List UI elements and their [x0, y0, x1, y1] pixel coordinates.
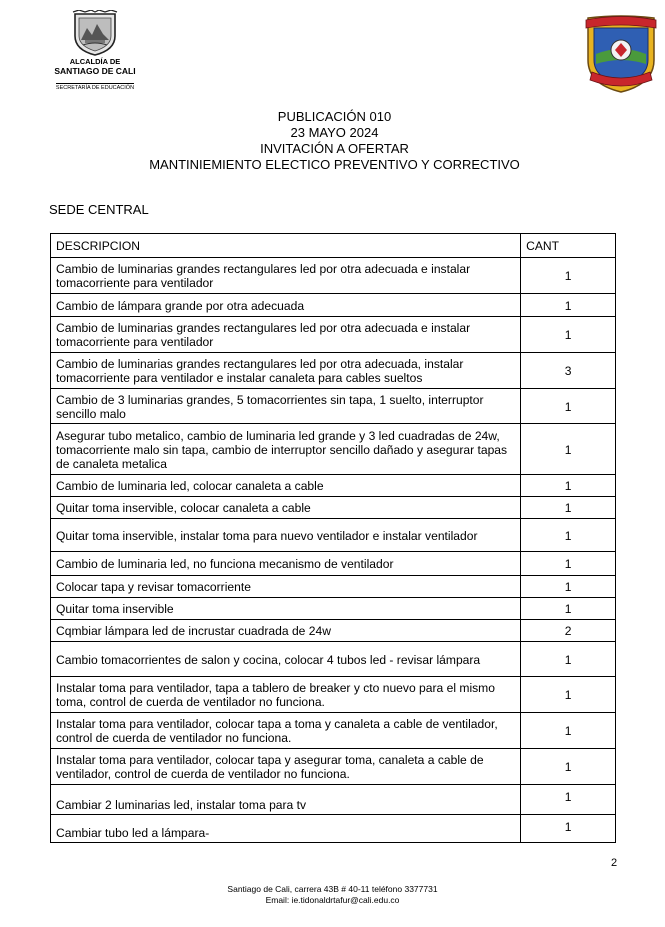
- row-quantity: 1: [521, 598, 616, 620]
- row-quantity: 1: [521, 258, 616, 294]
- table-row: [51, 317, 616, 353]
- alcaldia-logo: [45, 10, 145, 94]
- table-row: [51, 258, 616, 294]
- row-quantity: 2: [521, 620, 616, 642]
- section-title: SEDE CENTRAL: [49, 202, 149, 217]
- publication-date: 23 MAYO 2024: [290, 125, 379, 140]
- row-description: Instalar toma para ventilador, colocar tapa y asegurar toma, canaleta a cable de ventilador, control de cuerda de ventilador no funciona.: [51, 749, 521, 785]
- row-quantity: 1: [521, 389, 616, 424]
- row-description: Cambiar 2 luminarias led, instalar toma para tv: [51, 785, 521, 815]
- items-table: [50, 233, 616, 843]
- publication-type: INVITACIÓN A OFERTAR: [260, 141, 409, 156]
- header-quantity: CANT: [521, 234, 616, 258]
- table-row: [51, 424, 616, 475]
- school-logo: [582, 14, 660, 94]
- row-description: Cambio de lámpara grande por otra adecuada: [51, 294, 521, 317]
- table-row: [51, 598, 616, 620]
- row-quantity: 1: [521, 576, 616, 598]
- publication-heading: [0, 109, 665, 173]
- row-description: Cambio de luminaria led, colocar canaleta a cable: [51, 475, 521, 497]
- publication-subject: MANTINIEMIENTO ELECTICO PREVENTIVO Y CORRECTIVO: [149, 157, 520, 172]
- table-row: [51, 785, 616, 815]
- row-description: Instalar toma para ventilador, tapa a tablero de breaker y cto nuevo para el mismo toma, control de cuerda de ventilador no funciona.: [51, 677, 521, 713]
- row-description: Cambio de luminarias grandes rectangulares led por otra adecuada e instalar tomacorriente para ventilador: [51, 317, 521, 353]
- row-quantity: 1: [521, 713, 616, 749]
- school-shield-icon: [582, 14, 660, 94]
- city-coat-of-arms-icon: [71, 10, 119, 56]
- table-row: [51, 552, 616, 576]
- row-description: Quitar toma inservible, instalar toma para nuevo ventilador e instalar ventilador: [51, 519, 521, 552]
- row-description: Quitar toma inservible, colocar canaleta a cable: [51, 497, 521, 519]
- table-row: [51, 294, 616, 317]
- row-quantity: 1: [521, 749, 616, 785]
- header-description: DESCRIPCION: [51, 234, 521, 258]
- row-description: Cambio de luminarias grandes rectangulares led por otra adecuada, instalar tomacorriente para ventilador e instalar canaleta para cables sueltos: [51, 353, 521, 389]
- table-row: [51, 642, 616, 677]
- table-row: [51, 713, 616, 749]
- row-description: Colocar tapa y revisar tomacorriente: [51, 576, 521, 598]
- publication-number: PUBLICACIÓN 010: [277, 109, 392, 124]
- row-quantity: 1: [521, 424, 616, 475]
- row-quantity: 1: [521, 497, 616, 519]
- row-description: Cambio tomacorrientes de salon y cocina, colocar 4 tubos led - revisar lámpara: [51, 642, 521, 677]
- row-quantity: 1: [521, 294, 616, 317]
- table-row: [51, 749, 616, 785]
- row-quantity: 1: [521, 677, 616, 713]
- footer-address: Santiago de Cali, carrera 43B # 40-11 teléfono 3377731: [227, 884, 438, 894]
- row-quantity: 1: [521, 317, 616, 353]
- row-quantity: 1: [521, 815, 616, 843]
- row-description: Cambio de luminarias grandes rectangulares led por otra adecuada e instalar tomacorriente para ventilador: [51, 258, 521, 294]
- table-row: [51, 677, 616, 713]
- logo-line-city: SANTIAGO DE CALI: [54, 66, 136, 76]
- table-row: [51, 519, 616, 552]
- row-description: Quitar toma inservible: [51, 598, 521, 620]
- table-row: [51, 497, 616, 519]
- row-quantity: 3: [521, 353, 616, 389]
- row-description: Cambio de luminaria led, no funciona mecanismo de ventilador: [51, 552, 521, 576]
- table-row: [51, 815, 616, 843]
- table-row: [51, 353, 616, 389]
- row-quantity: 1: [521, 785, 616, 815]
- row-description: Cqmbiar lámpara led de incrustar cuadrada de 24w: [51, 620, 521, 642]
- footer-email: Email: ie.tidonaldrtafur@cali.edu.co: [265, 895, 400, 905]
- row-description: Cambio de 3 luminarias grandes, 5 tomacorrientes sin tapa, 1 suelto, interruptor sencillo malo: [51, 389, 521, 424]
- logo-line-secretaria: SECRETARÍA DE EDUCACIÓN: [55, 85, 135, 91]
- footer: [0, 884, 665, 906]
- logo-line-alcaldia: ALCALDÍA DE: [69, 57, 121, 66]
- table-row: [51, 620, 616, 642]
- row-quantity: 1: [521, 475, 616, 497]
- row-description: Asegurar tubo metalico, cambio de luminaria led grande y 3 led cuadradas de 24w, tomacorriente malo sin tapa, cambio de interruptor sencillo dañado y asegurar tapas de canaleta metalica: [51, 424, 521, 475]
- row-quantity: 1: [521, 552, 616, 576]
- table-row: [51, 389, 616, 424]
- table-row: [51, 475, 616, 497]
- table-row: [51, 576, 616, 598]
- row-quantity: 1: [521, 642, 616, 677]
- row-description: Cambiar tubo led a lámpara-: [51, 815, 521, 843]
- row-description: Instalar toma para ventilador, colocar tapa a toma y canaleta a cable de ventilador, control de cuerda de ventilador no funciona.: [51, 713, 521, 749]
- table-header-row: [51, 234, 616, 258]
- page-number: 2: [611, 857, 618, 869]
- row-quantity: 1: [521, 519, 616, 552]
